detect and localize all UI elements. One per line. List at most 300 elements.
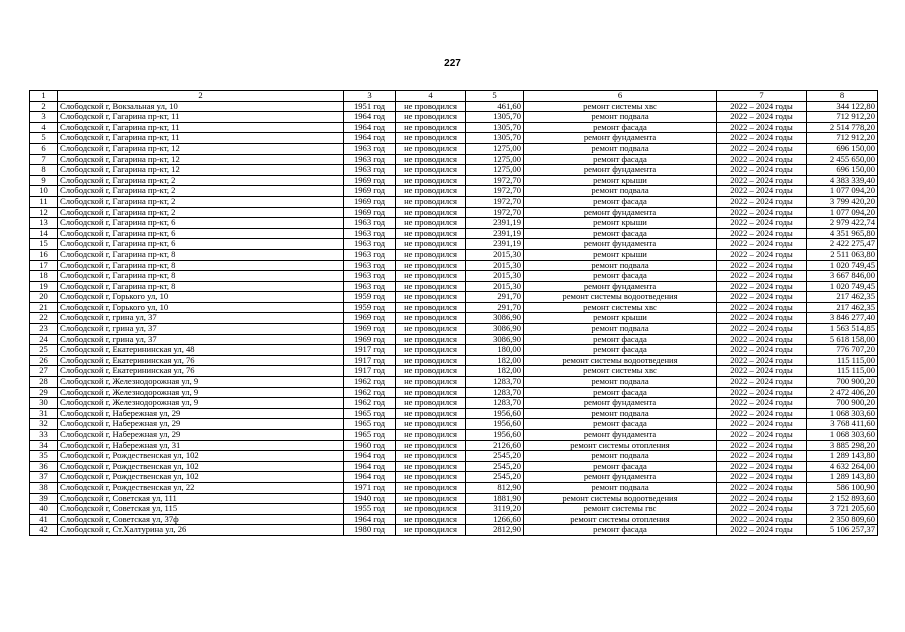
work-type-cell: ремонт подвала — [524, 408, 717, 419]
survey-status-cell: не проводился — [396, 281, 466, 292]
cost-cell: 2 350 809,60 — [807, 514, 878, 525]
area-cell: 1305,70 — [466, 112, 524, 123]
build-year-cell: 1964 год — [344, 472, 396, 483]
table-row — [30, 345, 878, 356]
cost-cell: 217 462,35 — [807, 292, 878, 303]
address-cell: Слободской г, Гагарина пр-кт, 8 — [58, 271, 344, 282]
address-cell: Слободской г, Гагарина пр-кт, 11 — [58, 112, 344, 123]
address-cell: Слободской г, Гагарина пр-кт, 2 — [58, 175, 344, 186]
work-type-cell: ремонт фундамента — [524, 207, 717, 218]
cost-cell: 115 115,00 — [807, 366, 878, 377]
survey-status-cell: не проводился — [396, 249, 466, 260]
survey-status-cell: не проводился — [396, 101, 466, 112]
address-cell: Слободской г, Гагарина пр-кт, 8 — [58, 281, 344, 292]
build-year-cell: 1969 год — [344, 313, 396, 324]
survey-status-cell: не проводился — [396, 112, 466, 123]
address-cell: Слободской г, Набережная ул, 29 — [58, 430, 344, 441]
row-number-cell: 36 — [30, 461, 58, 472]
work-type-cell: ремонт крыши — [524, 175, 717, 186]
survey-status-cell: не проводился — [396, 175, 466, 186]
survey-status-cell: не проводился — [396, 313, 466, 324]
build-year-cell: 1963 год — [344, 154, 396, 165]
table-row — [30, 440, 878, 451]
table-row — [30, 143, 878, 154]
area-cell: 2391,19 — [466, 239, 524, 250]
address-cell: Слободской г, Гагарина пр-кт, 6 — [58, 218, 344, 229]
row-number-cell: 15 — [30, 239, 58, 250]
work-type-cell: ремонт фундамента — [524, 239, 717, 250]
row-number-cell: 12 — [30, 207, 58, 218]
period-cell: 2022 – 2024 годы — [717, 461, 807, 472]
period-cell: 2022 – 2024 годы — [717, 249, 807, 260]
work-type-cell: ремонт подвала — [524, 260, 717, 271]
table-row — [30, 271, 878, 282]
area-cell: 1283,70 — [466, 387, 524, 398]
row-number-cell: 2 — [30, 101, 58, 112]
row-number-cell: 18 — [30, 271, 58, 282]
build-year-cell: 1962 год — [344, 377, 396, 388]
work-type-cell: ремонт фундамента — [524, 165, 717, 176]
build-year-cell: 1969 год — [344, 334, 396, 345]
period-cell: 2022 – 2024 годы — [717, 292, 807, 303]
build-year-cell: 1963 год — [344, 239, 396, 250]
cost-cell: 1 020 749,45 — [807, 281, 878, 292]
period-cell: 2022 – 2024 годы — [717, 366, 807, 377]
cost-cell: 696 150,00 — [807, 165, 878, 176]
table-row — [30, 504, 878, 515]
area-cell: 1956,60 — [466, 408, 524, 419]
row-number-cell: 26 — [30, 355, 58, 366]
area-cell: 2545,20 — [466, 472, 524, 483]
work-type-cell: ремонт подвала — [524, 451, 717, 462]
survey-status-cell: не проводился — [396, 345, 466, 356]
build-year-cell: 1963 год — [344, 143, 396, 154]
work-type-cell: ремонт крыши — [524, 313, 717, 324]
period-cell: 2022 – 2024 годы — [717, 408, 807, 419]
build-year-cell: 1959 год — [344, 292, 396, 303]
survey-status-cell: не проводился — [396, 504, 466, 515]
period-cell: 2022 – 2024 годы — [717, 313, 807, 324]
survey-status-cell: не проводился — [396, 324, 466, 335]
table-row — [30, 451, 878, 462]
period-cell: 2022 – 2024 годы — [717, 504, 807, 515]
survey-status-cell: не проводился — [396, 165, 466, 176]
work-type-cell: ремонт системы отопления — [524, 514, 717, 525]
period-cell: 2022 – 2024 годы — [717, 165, 807, 176]
cost-cell: 712 912,20 — [807, 133, 878, 144]
survey-status-cell: не проводился — [396, 122, 466, 133]
table-row — [30, 472, 878, 483]
row-number-cell: 8 — [30, 165, 58, 176]
address-cell: Слободской г, Гагарина пр-кт, 11 — [58, 133, 344, 144]
table-row — [30, 112, 878, 123]
address-cell: Слободской г, Горького ул, 10 — [58, 292, 344, 303]
period-cell: 2022 – 2024 годы — [717, 175, 807, 186]
area-cell: 2545,20 — [466, 451, 524, 462]
survey-status-cell: не проводился — [396, 408, 466, 419]
area-cell: 291,70 — [466, 302, 524, 313]
table-row — [30, 228, 878, 239]
survey-status-cell: не проводился — [396, 514, 466, 525]
period-cell: 2022 – 2024 годы — [717, 260, 807, 271]
period-cell: 2022 – 2024 годы — [717, 430, 807, 441]
work-type-cell: ремонт системы водоотведения — [524, 355, 717, 366]
period-cell: 2022 – 2024 годы — [717, 472, 807, 483]
cost-cell: 712 912,20 — [807, 112, 878, 123]
build-year-cell: 1917 год — [344, 345, 396, 356]
table-row — [30, 281, 878, 292]
build-year-cell: 1962 год — [344, 398, 396, 409]
address-cell: Слободской г, Железнодорожная ул, 9 — [58, 387, 344, 398]
address-cell: Слободской г, Гагарина пр-кт, 2 — [58, 196, 344, 207]
capital-repair-table — [29, 90, 878, 536]
period-cell: 2022 – 2024 годы — [717, 345, 807, 356]
survey-status-cell: не проводился — [396, 271, 466, 282]
address-cell: Слободской г, Набережная ул, 31 — [58, 440, 344, 451]
address-cell: Слободской г, Набережная ул, 29 — [58, 419, 344, 430]
address-cell: Слободской г, Гагарина пр-кт, 6 — [58, 239, 344, 250]
build-year-cell: 1962 год — [344, 387, 396, 398]
table-row — [30, 218, 878, 229]
table-row — [30, 461, 878, 472]
row-number-cell: 31 — [30, 408, 58, 419]
cost-cell: 2 514 778,20 — [807, 122, 878, 133]
cost-cell: 696 150,00 — [807, 143, 878, 154]
row-number-cell: 40 — [30, 504, 58, 515]
area-cell: 1283,70 — [466, 398, 524, 409]
address-cell: Слободской г, Горького ул, 10 — [58, 302, 344, 313]
table-row — [30, 196, 878, 207]
address-cell: Слободской г, Железнодорожная ул, 9 — [58, 398, 344, 409]
table-row — [30, 514, 878, 525]
period-cell: 2022 – 2024 годы — [717, 133, 807, 144]
address-cell: Слободской г, Набережная ул, 29 — [58, 408, 344, 419]
address-cell: Слободской г, грина ул, 37 — [58, 334, 344, 345]
column-header: 2 — [58, 91, 344, 102]
cost-cell: 2 455 650,00 — [807, 154, 878, 165]
survey-status-cell: не проводился — [396, 387, 466, 398]
area-cell: 1972,70 — [466, 186, 524, 197]
area-cell: 812,90 — [466, 482, 524, 493]
table-row — [30, 430, 878, 441]
build-year-cell: 1917 год — [344, 355, 396, 366]
period-cell: 2022 – 2024 годы — [717, 228, 807, 239]
area-cell: 3119,20 — [466, 504, 524, 515]
work-type-cell: ремонт фасада — [524, 419, 717, 430]
row-number-cell: 10 — [30, 186, 58, 197]
period-cell: 2022 – 2024 годы — [717, 387, 807, 398]
column-header: 7 — [717, 91, 807, 102]
table-row — [30, 239, 878, 250]
period-cell: 2022 – 2024 годы — [717, 419, 807, 430]
period-cell: 2022 – 2024 годы — [717, 355, 807, 366]
address-cell: Слободской г, Гагарина пр-кт, 11 — [58, 122, 344, 133]
row-number-cell: 13 — [30, 218, 58, 229]
build-year-cell: 1969 год — [344, 196, 396, 207]
cost-cell: 586 100,90 — [807, 482, 878, 493]
cost-cell: 2 422 275,47 — [807, 239, 878, 250]
period-cell: 2022 – 2024 годы — [717, 271, 807, 282]
header-row — [30, 91, 878, 102]
cost-cell: 3 768 411,60 — [807, 419, 878, 430]
address-cell: Слободской г, Гагарина пр-кт, 12 — [58, 154, 344, 165]
area-cell: 2015,30 — [466, 260, 524, 271]
row-number-cell: 9 — [30, 175, 58, 186]
table-row — [30, 482, 878, 493]
survey-status-cell: не проводился — [396, 228, 466, 239]
area-cell: 2812,90 — [466, 525, 524, 536]
work-type-cell: ремонт системы хвс — [524, 302, 717, 313]
area-cell: 1972,70 — [466, 196, 524, 207]
work-type-cell: ремонт подвала — [524, 143, 717, 154]
address-cell: Слободской г, Советская ул, 111 — [58, 493, 344, 504]
area-cell: 1275,00 — [466, 154, 524, 165]
area-cell: 1956,60 — [466, 430, 524, 441]
area-cell: 2391,19 — [466, 228, 524, 239]
address-cell: Слободской г, Гагарина пр-кт, 6 — [58, 228, 344, 239]
work-type-cell: ремонт фасада — [524, 228, 717, 239]
table-row — [30, 355, 878, 366]
row-number-cell: 33 — [30, 430, 58, 441]
work-type-cell: ремонт фасада — [524, 387, 717, 398]
survey-status-cell: не проводился — [396, 154, 466, 165]
period-cell: 2022 – 2024 годы — [717, 154, 807, 165]
address-cell: Слободской г, Рождественская ул, 102 — [58, 451, 344, 462]
area-cell: 1305,70 — [466, 122, 524, 133]
row-number-cell: 7 — [30, 154, 58, 165]
row-number-cell: 37 — [30, 472, 58, 483]
cost-cell: 4 632 264,00 — [807, 461, 878, 472]
build-year-cell: 1971 год — [344, 482, 396, 493]
build-year-cell: 1969 год — [344, 207, 396, 218]
cost-cell: 5 106 257,37 — [807, 525, 878, 536]
build-year-cell: 1964 год — [344, 112, 396, 123]
survey-status-cell: не проводился — [396, 472, 466, 483]
row-number-cell: 39 — [30, 493, 58, 504]
period-cell: 2022 – 2024 годы — [717, 143, 807, 154]
build-year-cell: 1964 год — [344, 133, 396, 144]
address-cell: Слободской г, Гагарина пр-кт, 8 — [58, 260, 344, 271]
build-year-cell: 1963 год — [344, 271, 396, 282]
table-row — [30, 186, 878, 197]
build-year-cell: 1965 год — [344, 430, 396, 441]
work-type-cell: ремонт фундамента — [524, 281, 717, 292]
cost-cell: 115 115,00 — [807, 355, 878, 366]
work-type-cell: ремонт системы отопления — [524, 440, 717, 451]
build-year-cell: 1963 год — [344, 249, 396, 260]
area-cell: 1305,70 — [466, 133, 524, 144]
survey-status-cell: не проводился — [396, 461, 466, 472]
address-cell: Слободской г, грина ул, 37 — [58, 324, 344, 335]
survey-status-cell: не проводился — [396, 482, 466, 493]
survey-status-cell: не проводился — [396, 218, 466, 229]
table-row — [30, 175, 878, 186]
table-row — [30, 366, 878, 377]
period-cell: 2022 – 2024 годы — [717, 218, 807, 229]
period-cell: 2022 – 2024 годы — [717, 482, 807, 493]
row-number-cell: 4 — [30, 122, 58, 133]
survey-status-cell: не проводился — [396, 239, 466, 250]
build-year-cell: 1917 год — [344, 366, 396, 377]
area-cell: 1275,00 — [466, 165, 524, 176]
work-type-cell: ремонт фасада — [524, 122, 717, 133]
row-number-cell: 21 — [30, 302, 58, 313]
work-type-cell: ремонт системы хвс — [524, 101, 717, 112]
address-cell: Слободской г, Рождественская ул, 102 — [58, 461, 344, 472]
address-cell: Слободской г, Ст.Халтурина ул, 26 — [58, 525, 344, 536]
work-type-cell: ремонт фундамента — [524, 430, 717, 441]
survey-status-cell: не проводился — [396, 493, 466, 504]
row-number-cell: 6 — [30, 143, 58, 154]
build-year-cell: 1955 год — [344, 504, 396, 515]
survey-status-cell: не проводился — [396, 451, 466, 462]
area-cell: 1283,70 — [466, 377, 524, 388]
cost-cell: 344 122,80 — [807, 101, 878, 112]
page-number: 227 — [444, 58, 461, 69]
cost-cell: 2 152 893,60 — [807, 493, 878, 504]
address-cell: Слободской г, Гагарина пр-кт, 12 — [58, 165, 344, 176]
survey-status-cell: не проводился — [396, 366, 466, 377]
area-cell: 2126,60 — [466, 440, 524, 451]
survey-status-cell: не проводился — [396, 260, 466, 271]
cost-cell: 3 667 846,00 — [807, 271, 878, 282]
area-cell: 2015,30 — [466, 281, 524, 292]
row-number-cell: 11 — [30, 196, 58, 207]
period-cell: 2022 – 2024 годы — [717, 324, 807, 335]
work-type-cell: ремонт фасада — [524, 345, 717, 356]
build-year-cell: 1964 год — [344, 122, 396, 133]
row-number-cell: 34 — [30, 440, 58, 451]
column-header: 1 — [30, 91, 58, 102]
row-number-cell: 17 — [30, 260, 58, 271]
area-cell: 1881,90 — [466, 493, 524, 504]
cost-cell: 1 068 303,60 — [807, 430, 878, 441]
work-type-cell: ремонт фундамента — [524, 133, 717, 144]
area-cell: 2015,30 — [466, 249, 524, 260]
area-cell: 461,60 — [466, 101, 524, 112]
table-row — [30, 133, 878, 144]
cost-cell: 2 472 406,20 — [807, 387, 878, 398]
survey-status-cell: не проводился — [396, 430, 466, 441]
row-number-cell: 14 — [30, 228, 58, 239]
row-number-cell: 19 — [30, 281, 58, 292]
period-cell: 2022 – 2024 годы — [717, 525, 807, 536]
row-number-cell: 35 — [30, 451, 58, 462]
period-cell: 2022 – 2024 годы — [717, 112, 807, 123]
row-number-cell: 23 — [30, 324, 58, 335]
column-header: 3 — [344, 91, 396, 102]
cost-cell: 1 289 143,80 — [807, 451, 878, 462]
period-cell: 2022 – 2024 годы — [717, 302, 807, 313]
survey-status-cell: не проводился — [396, 302, 466, 313]
cost-cell: 776 707,20 — [807, 345, 878, 356]
work-type-cell: ремонт фасада — [524, 154, 717, 165]
area-cell: 2545,20 — [466, 461, 524, 472]
address-cell: Слободской г, Вокзальная ул, 10 — [58, 101, 344, 112]
address-cell: Слободской г, Советская ул, 115 — [58, 504, 344, 515]
table-row — [30, 154, 878, 165]
address-cell: Слободской г, Гагарина пр-кт, 2 — [58, 207, 344, 218]
work-type-cell: ремонт подвала — [524, 482, 717, 493]
cost-cell: 3 885 298,20 — [807, 440, 878, 451]
period-cell: 2022 – 2024 годы — [717, 101, 807, 112]
table-row — [30, 313, 878, 324]
cost-cell: 3 721 205,60 — [807, 504, 878, 515]
address-cell: Слободской г, Гагарина пр-кт, 12 — [58, 143, 344, 154]
column-header: 4 — [396, 91, 466, 102]
period-cell: 2022 – 2024 годы — [717, 493, 807, 504]
column-header: 8 — [807, 91, 878, 102]
build-year-cell: 1969 год — [344, 175, 396, 186]
row-number-cell: 42 — [30, 525, 58, 536]
cost-cell: 3 846 277,40 — [807, 313, 878, 324]
row-number-cell: 16 — [30, 249, 58, 260]
cost-cell: 3 799 420,20 — [807, 196, 878, 207]
cost-cell: 1 020 749,45 — [807, 260, 878, 271]
survey-status-cell: не проводился — [396, 419, 466, 430]
survey-status-cell: не проводился — [396, 292, 466, 303]
survey-status-cell: не проводился — [396, 207, 466, 218]
area-cell: 180,00 — [466, 345, 524, 356]
build-year-cell: 1963 год — [344, 228, 396, 239]
survey-status-cell: не проводился — [396, 525, 466, 536]
period-cell: 2022 – 2024 годы — [717, 398, 807, 409]
work-type-cell: ремонт крыши — [524, 218, 717, 229]
build-year-cell: 1940 год — [344, 493, 396, 504]
period-cell: 2022 – 2024 годы — [717, 186, 807, 197]
build-year-cell: 1965 год — [344, 419, 396, 430]
work-type-cell: ремонт системы водоотведения — [524, 493, 717, 504]
build-year-cell: 1964 год — [344, 461, 396, 472]
period-cell: 2022 – 2024 годы — [717, 239, 807, 250]
work-type-cell: ремонт фундамента — [524, 472, 717, 483]
table-row — [30, 377, 878, 388]
cost-cell: 1 068 303,60 — [807, 408, 878, 419]
area-cell: 3086,90 — [466, 334, 524, 345]
row-number-cell: 20 — [30, 292, 58, 303]
survey-status-cell: не проводился — [396, 143, 466, 154]
build-year-cell: 1963 год — [344, 281, 396, 292]
work-type-cell: ремонт фасада — [524, 334, 717, 345]
row-number-cell: 22 — [30, 313, 58, 324]
build-year-cell: 1960 год — [344, 440, 396, 451]
area-cell: 1956,60 — [466, 419, 524, 430]
row-number-cell: 25 — [30, 345, 58, 356]
address-cell: Слободской г, Рождественская ул, 102 — [58, 472, 344, 483]
cost-cell: 217 462,35 — [807, 302, 878, 313]
column-header: 5 — [466, 91, 524, 102]
table-row — [30, 249, 878, 260]
table-row — [30, 165, 878, 176]
build-year-cell: 1951 год — [344, 101, 396, 112]
table-row — [30, 398, 878, 409]
survey-status-cell: не проводился — [396, 133, 466, 144]
period-cell: 2022 – 2024 годы — [717, 451, 807, 462]
period-cell: 2022 – 2024 годы — [717, 207, 807, 218]
table-row — [30, 324, 878, 335]
work-type-cell: ремонт системы гвс — [524, 504, 717, 515]
table-row — [30, 207, 878, 218]
row-number-cell: 30 — [30, 398, 58, 409]
area-cell: 3086,90 — [466, 313, 524, 324]
survey-status-cell: не проводился — [396, 398, 466, 409]
address-cell: Слободской г, Екатерининская ул, 76 — [58, 366, 344, 377]
area-cell: 1275,00 — [466, 143, 524, 154]
work-type-cell: ремонт подвала — [524, 112, 717, 123]
work-type-cell: ремонт фасада — [524, 271, 717, 282]
table-row — [30, 525, 878, 536]
cost-cell: 2 511 063,80 — [807, 249, 878, 260]
